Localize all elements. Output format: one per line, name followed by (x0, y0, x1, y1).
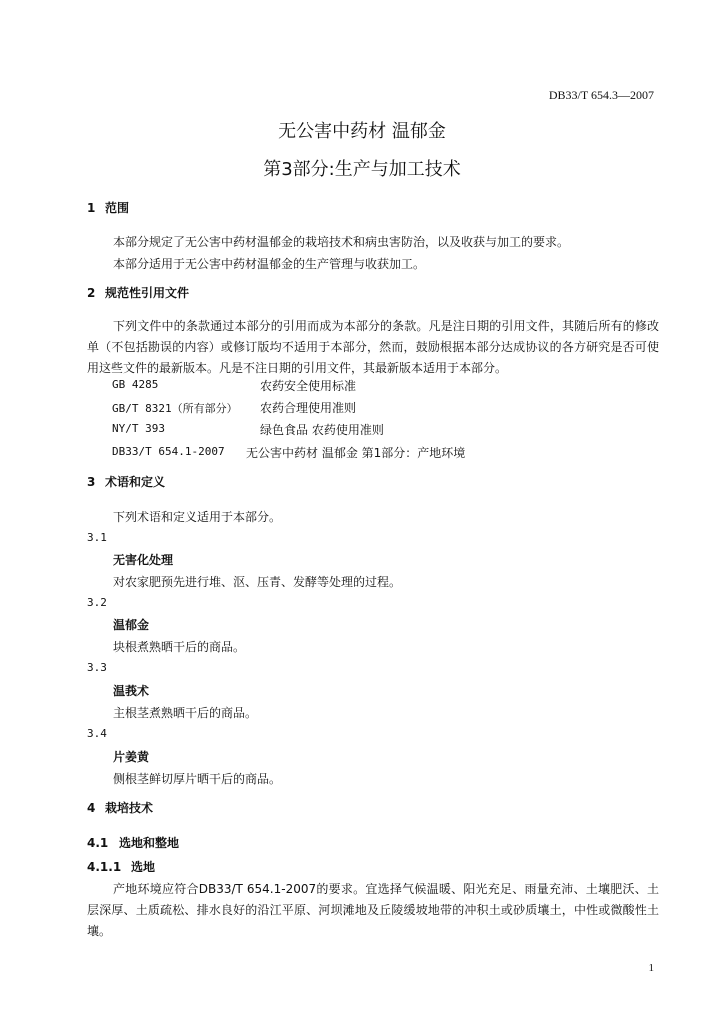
section-title: 栽培技术 (105, 801, 154, 815)
term-number: 3.4 (87, 727, 107, 740)
section-heading-scope (87, 199, 129, 216)
term-definition: 主根茎煮熟晒干后的商品。 (113, 706, 258, 720)
term-number: 3.1 (87, 531, 107, 544)
paragraph: 本部分规定了无公害中药材温郁金的栽培技术和病虫害防治，以及收获与加工的要求。 (113, 235, 570, 249)
section-heading-terms (87, 473, 165, 490)
subsection-title: 选地和整地 (119, 836, 180, 850)
section-title: 术语和定义 (105, 475, 166, 489)
term-definition: 侧根茎鲜切厚片晒干后的商品。 (113, 772, 282, 786)
paragraph: 产地环境应符合DB33/T 654.1-2007的要求。宜选择气候温暖、阳光充足、雨量充沛、土壤肥沃、土层深厚、土质疏松、排水良好的沿江平原、河坝滩地及丘陵缓坡地带的冲积土或砂质壤土，中性或微酸性土壤。 (87, 882, 659, 938)
section-title: 规范性引用文件 (105, 286, 190, 300)
subsection-number: 4.1 (87, 836, 109, 850)
paragraph: 下列文件中的条款通过本部分的引用而成为本部分的条款。凡是注日期的引用文件，其随后所有的修改单（不包括勘误的内容）或修订版均不适用于本部分，然而，鼓励根据本部分达成协议的各方研究是否可使用这些文件的最新版本。凡是不注日期的引用文件，其最新版本适用于本部分。 (87, 319, 659, 375)
section-heading-cultivation (87, 799, 153, 816)
section-number: 4 (87, 801, 96, 815)
section-number: 3 (87, 475, 96, 489)
term-name: 温莪术 (113, 684, 150, 698)
reference-title: 农药安全使用标准 (260, 379, 357, 393)
subsubsection-heading (87, 858, 155, 875)
reference-title: 农药合理使用准则 (260, 401, 357, 415)
reference-title: 绿色食品 农药使用准则 (260, 423, 384, 437)
term-name: 无害化处理 (113, 553, 174, 567)
document-title: 无公害中药材 温郁金 (278, 121, 446, 142)
term-number: 3.3 (87, 661, 107, 674)
section-title: 范围 (105, 201, 130, 215)
page-number: 1 (648, 962, 654, 974)
reference-code: GB/T 8321（所有部分） (112, 402, 238, 415)
term-definition: 对农家肥预先进行堆、沤、压青、发酵等处理的过程。 (113, 575, 402, 589)
reference-code: DB33/T 654.1-2007 (112, 445, 225, 458)
section-number: 1 (87, 201, 96, 215)
term-name: 片姜黄 (113, 750, 150, 764)
reference-code: NY/T 393 (112, 422, 165, 435)
subsection-heading (87, 834, 179, 851)
paragraph: 下列术语和定义适用于本部分。 (113, 510, 282, 524)
term-number: 3.2 (87, 596, 107, 609)
reference-title: 无公害中药材 温郁金 第1部分：产地环境 (246, 446, 466, 460)
document-subtitle: 第3部分:生产与加工技术 (263, 159, 461, 180)
term-name: 温郁金 (113, 618, 150, 632)
standard-code: DB33/T 654.3—2007 (548, 88, 654, 102)
section-number: 2 (87, 286, 96, 300)
term-definition: 块根煮熟晒干后的商品。 (113, 640, 246, 654)
paragraph: 本部分适用于无公害中药材温郁金的生产管理与收获加工。 (113, 257, 426, 271)
reference-code: GB 4285 (112, 378, 159, 391)
subsubsection-number: 4.1.1 (87, 860, 122, 874)
subsubsection-title: 选地 (131, 860, 156, 874)
section-heading-normative-references (87, 284, 189, 301)
